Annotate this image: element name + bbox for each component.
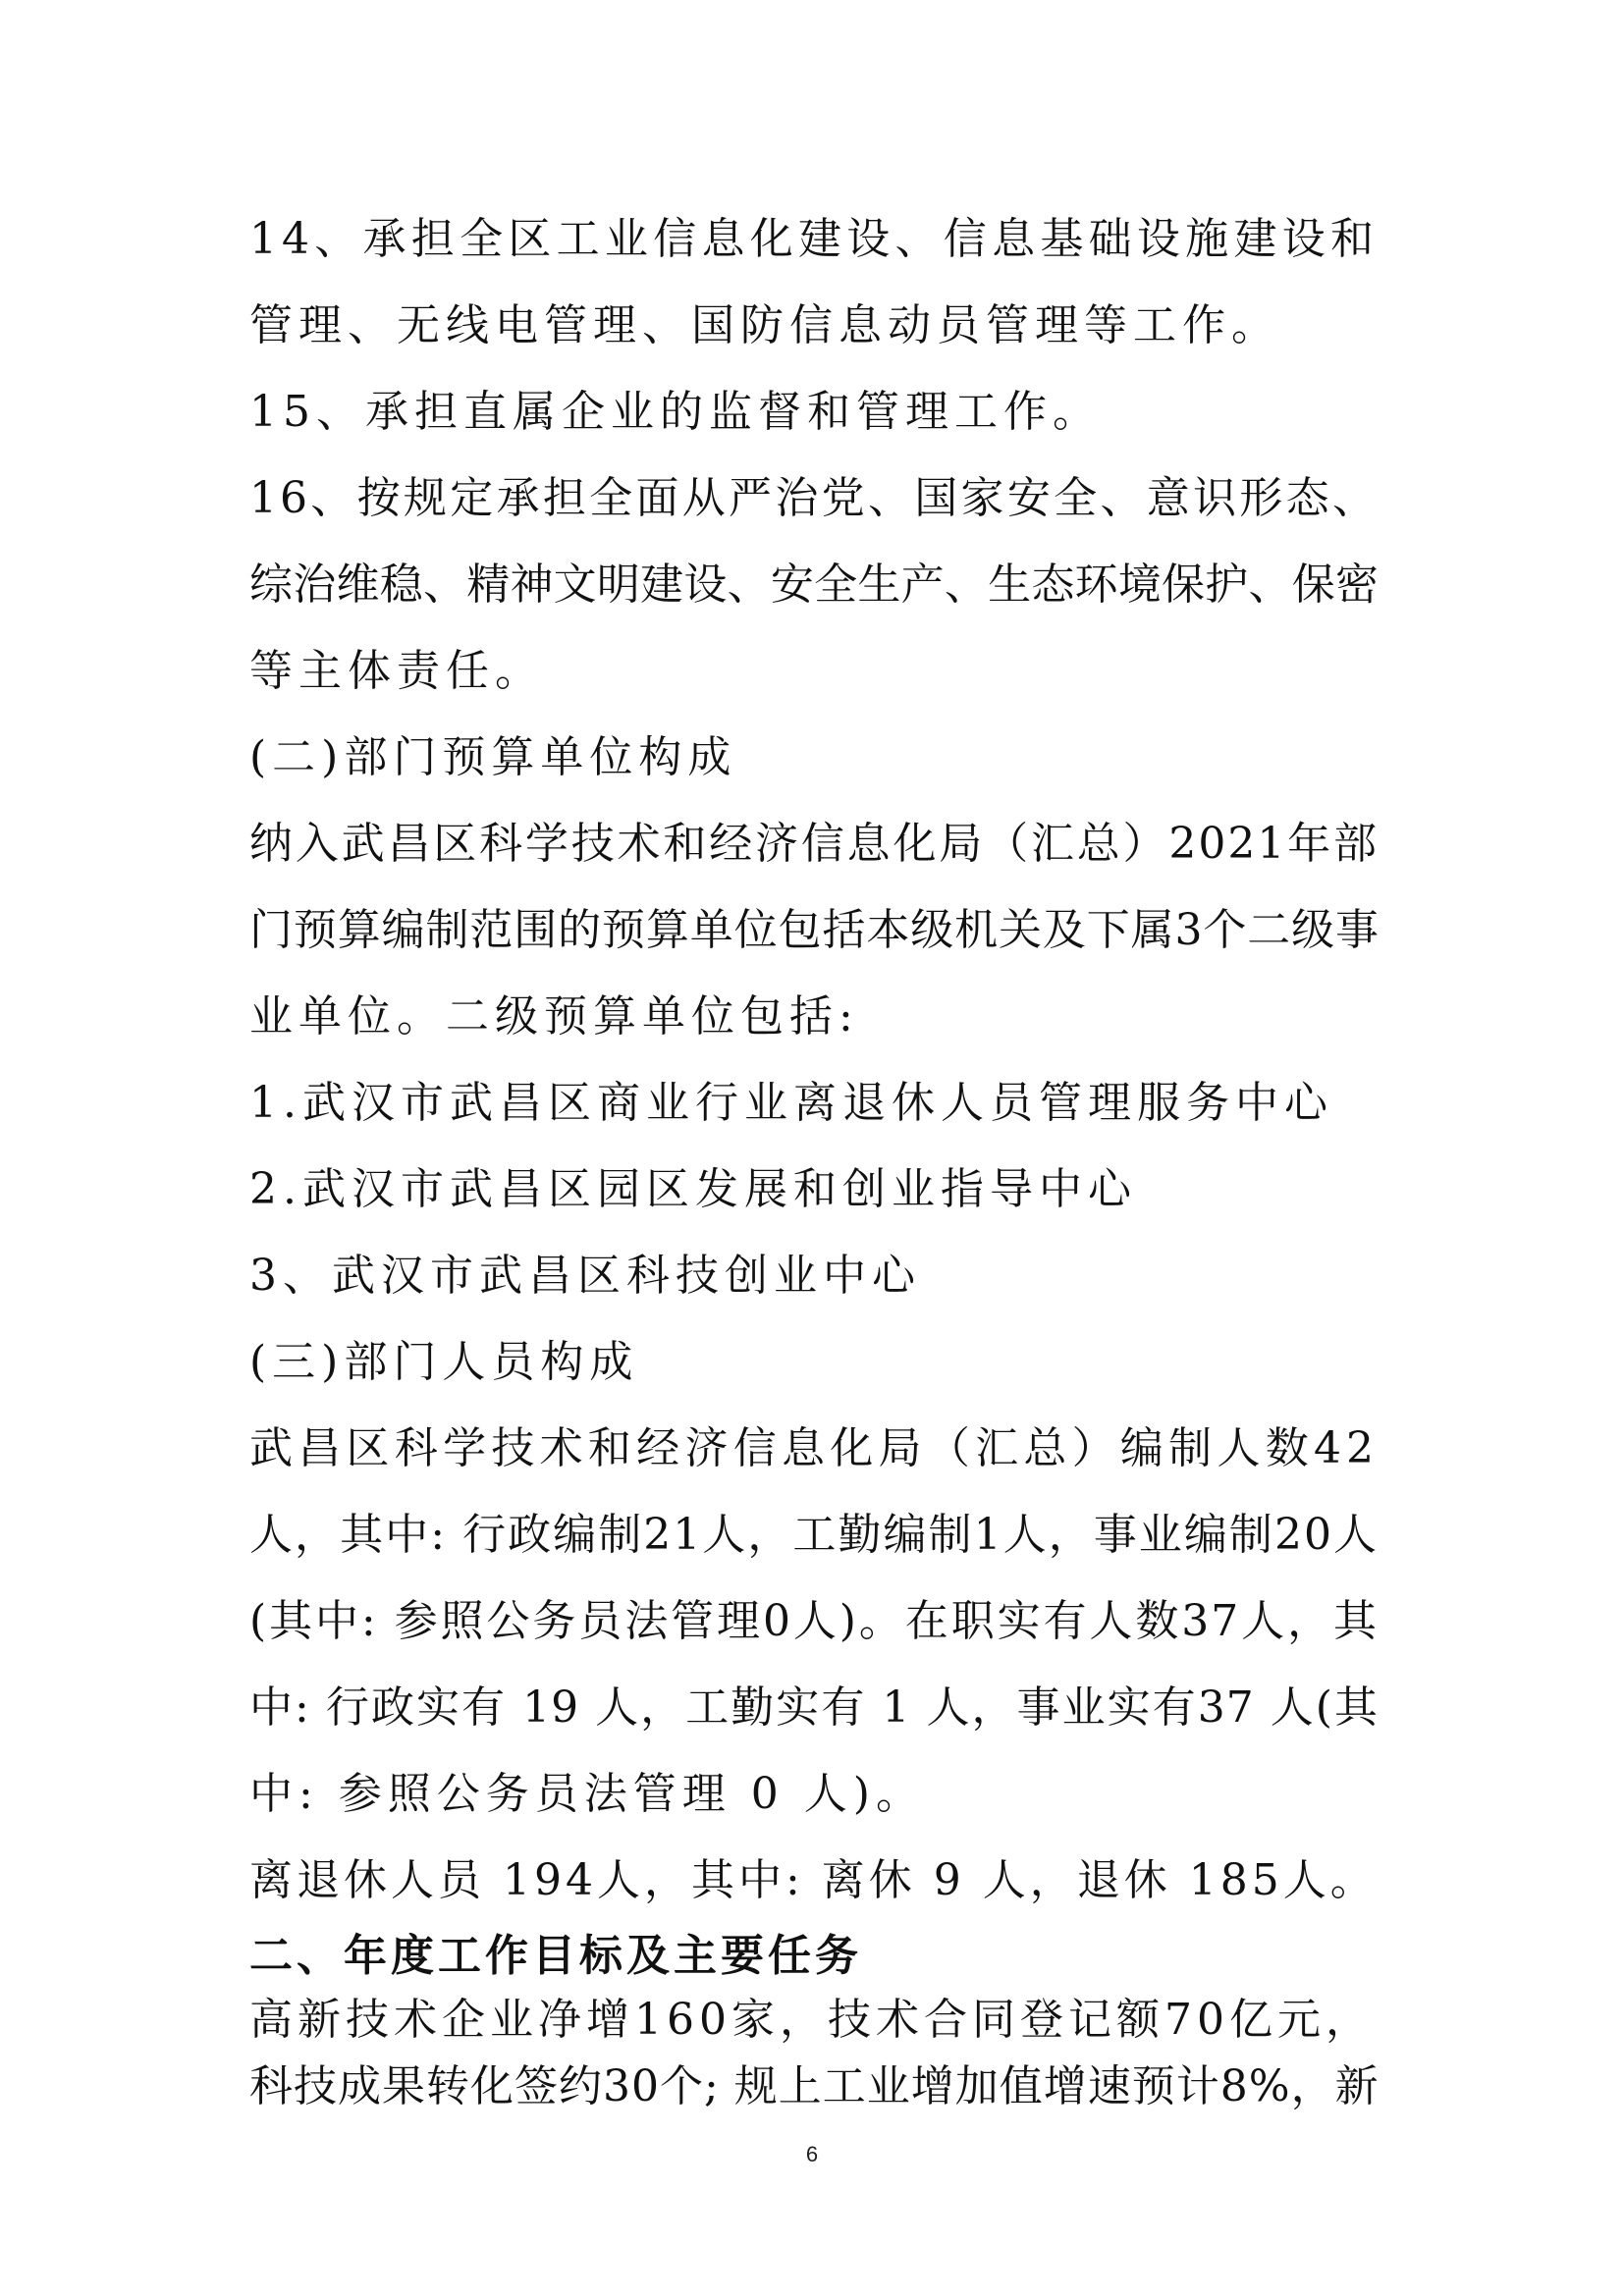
text-line: 16、按规定承担全面从严治党、国家安全、意识形态、 — [249, 473, 1379, 523]
list-item: 2.武汉市武昌区园区发展和创业指导中心 — [249, 1164, 1137, 1214]
list-item: 3、武汉市武昌区科技创业中心 — [249, 1251, 921, 1301]
page-number: 6 — [805, 2142, 819, 2166]
list-item: 1.武汉市武昌区商业行业离退休人员管理服务中心 — [249, 1078, 1333, 1128]
text-line: 14、承担全区工业信息化建设、信息基础设施建设和 — [249, 214, 1379, 264]
chapter-heading: 二、年度工作目标及主要任务 — [249, 1931, 862, 1981]
text-line: 中: 行政实有 19 人，工勤实有 1 人，事业实有37 人(其 — [249, 1682, 1379, 1733]
text-line: 综治维稳、精神文明建设、安全生产、生态环境保护、保密 — [249, 560, 1379, 610]
text-line: 15、承担直属企业的监督和管理工作。 — [249, 387, 1102, 437]
text-line: (其中: 参照公务员法管理0人)。在职实有人数37人，其 — [249, 1596, 1379, 1646]
text-line: 高新技术企业净增160家，技术合同登记额70亿元， — [249, 1995, 1374, 2045]
section-heading: (二)部门预算单位构成 — [249, 732, 737, 782]
text-line: 管理、无线电管理、国防信息动员管理等工作。 — [249, 300, 1280, 350]
text-line: 等主体责任。 — [249, 646, 544, 696]
text-line: 门预算编制范围的预算单位包括本级机关及下属3个二级事 — [249, 905, 1379, 955]
section-heading: (三)部门人员构成 — [249, 1337, 639, 1387]
text-line: 纳入武昌区科学技术和经济信息化局（汇总）2021年部 — [249, 819, 1379, 869]
text-line: 武昌区科学技术和经济信息化局（汇总）编制人数42 — [249, 1423, 1379, 1473]
text-line: 人，其中: 行政编制21人，工勤编制1人，事业编制20人 — [249, 1510, 1379, 1560]
text-line: 业单位。二级预算单位包括: — [249, 991, 859, 1041]
text-line: 中: 参照公务员法管理 0 人)。 — [249, 1769, 925, 1819]
text-line: 离退休人员 194人，其中: 离休 9 人，退休 185人。 — [249, 1855, 1378, 1905]
text-line: 科技成果转化签约30个; 规上工业增加值增速预计8%，新 — [249, 2061, 1380, 2111]
